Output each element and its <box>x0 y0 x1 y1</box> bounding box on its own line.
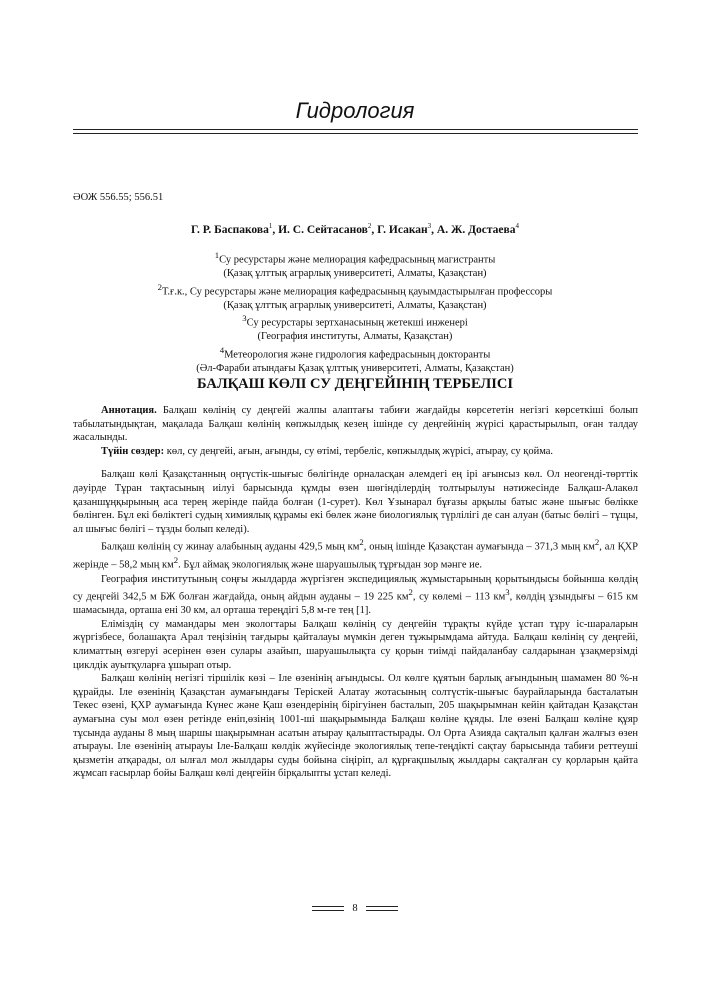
footer-rule-left <box>312 906 344 911</box>
author-index: 2 <box>367 222 372 230</box>
affiliation-institution: (Әл-Фараби атындағы Қазақ ұлттық университеті, Алматы, Қазақстан) <box>196 363 514 375</box>
author-name: Г. Р. Баспакова <box>191 223 269 236</box>
affiliation-institution: (География институты, Алматы, Қазақстан) <box>257 331 453 343</box>
author-index: 1 <box>268 222 273 230</box>
affiliation-index: 2 <box>157 281 163 292</box>
superscript: 3 <box>505 587 510 598</box>
udc-code: ӘОЖ 556.55; 556.51 <box>73 192 164 203</box>
affiliation-index: 1 <box>214 250 220 260</box>
header-rule <box>73 129 638 130</box>
text-run: Балқаш көлінің су жинау алабының ауданы 429,5 мың км <box>101 541 360 553</box>
text-run: , ал ҚХР жерінде – 58,2 мың км <box>73 541 639 571</box>
text-run: , су көлемі – 113 км <box>412 591 506 603</box>
text-run: , оның ішінде Қазақстан аумағында – 371,3 мың км <box>363 541 595 553</box>
superscript: 2 <box>359 537 364 548</box>
affiliation-role: Т.ғ.к., Су ресурстары және мелиорация кафедрасының қауымдастырылған профессоры <box>162 286 553 298</box>
abstract <box>73 404 638 445</box>
affiliation-index: 4 <box>219 345 225 356</box>
body-paragraph: Балқаш көлінің негізгі тіршілік көзі – Іле өзенінің ағындысы. Ол көлге құятын барлық ағындының шамамен 80 %-н құрайды. Іле өзенінің Қазақстан аумағындағы Теріскей Алатау жотасының солтүстік-шығыс баурайларында басталатын Текес өзені, ҚХР аумағында Күнес және Қаш өзендерінің бірігуінен басталып, 205 шақырымнан кейін қайтадан Қазақстан аумағына суы мол өзен ретінде еніп,өзінің 1001-ші шақырымында Балқаш көліне құяды. Іле өзені Балқаш көліне құяр тұсында ауданы 8 мың шаршы шақырымнан асатын атырау қалыптастырады. Ол Орта Азияда сақталып қалған жалғыз өзен атырауы. Іле өзенінің атырауы Іле-Балқаш көлдік жүйесінде экологиялық тепе-теңдікті сақтау барысында табиғи реттеуші қызметін атқарады, ол ылғал мол жылдары суды бойына сіңіріп, ал құрғақшылық жылдары сақталған су қорларын қайта жұмсап ғасырлар бойы Балқаш көлі деңгейін бірқалыпты ұстап келеді. <box>73 673 638 780</box>
body-paragraph: Балқаш көлі Қазақстанның оңтүстік-шығыс бөлігінде орналасқан әлемдегі ең ірі ағынсыз көл. Ол неогенді-төрттік дәуірде Тұран тақтасының иілуі барысында құмды өзен шөгінділердің толтырылуы нәтижесінде Балқаш-Алакөл қазаншұңқырының аса терең жерінде пайда болған (1-сурет). Көл Ұзынарал бұғазы арқылы батыс және шығыс бөлікке бөлінген. Бұл екі бөліктегі судың химиялық құрамы екі бөлек және биологиялық түрлілігі де сан алуан (батыс бөлігі – тұщы, ал шығыс бөлігі – тұзды болып келеді). <box>73 469 638 535</box>
article-title: БАЛҚАШ КӨЛІ СУ ДЕҢГЕЙІНІҢ ТЕРБЕЛІСІ <box>196 376 513 392</box>
body-paragraph <box>73 536 638 572</box>
abstract-label: Аннотация. <box>101 405 157 416</box>
affiliation-role: Су ресурстары зертханасының жетекші инженері <box>246 317 468 329</box>
affiliation-line <box>0 281 710 299</box>
page-number: 8 <box>352 903 358 914</box>
superscript: 2 <box>173 555 179 566</box>
affiliation-line <box>0 312 710 330</box>
running-header: Гидрология <box>295 98 415 123</box>
authors-line: Г. Р. Баспакова$^1$, И. С. Сейтасанов$^2$, Г. Исакан$^3$, А. Ж. Достаева$^4$ <box>191 222 519 236</box>
page-footer <box>0 903 710 914</box>
author-name: А. Ж. Достаева <box>436 223 516 236</box>
affiliation-role: Метеорология және гидрология кафедрасының докторанты <box>224 349 491 361</box>
affiliations <box>0 249 710 376</box>
body-paragraph: Еліміздің су мамандары мен экологтары Балқаш көлінің су деңгейін тұрақты күйде ұстап тұру іс-шараларын жүргізбесе, болашақта Арал теңізінің тағдыры қайталауы мүмкін деген тұжырымдама айтуда. Балқаш көлінің су деңгейі, климаттың өзгеруі әсерінен өзен сулары азайып, шаруашылықта су қорын тиімді пайдаланбау салдарынан ұзақмерзімді циклдік ауытқуларға ұшырап отыр. <box>73 618 638 671</box>
body-paragraph <box>73 573 638 618</box>
keywords-text: көл, су деңгейі, ағын, ағынды, су өтімі, тербеліс, көпжылдық жүрісі, атырау, су қойма. <box>164 445 554 457</box>
superscript: 2 <box>594 537 600 548</box>
abstract-text: Балқаш көлінің су деңгейі жалпы алаптағы табиғи жағдайды көрсететін негізгі көрсеткіші болып табылатындықтан, мақалада Балқаш көлінің көпжылдық кезең ішінде су деңгейінің жүрісі қарастырылып, оған талдау жасалынды. <box>73 405 638 444</box>
affiliation-institution: (Қазақ ұлттық аграрлық университеті, Алматы, Қазақстан) <box>223 299 487 311</box>
author-index: 4 <box>515 222 519 230</box>
author-index: 3 <box>427 222 432 230</box>
affiliation-index: 3 <box>242 313 247 324</box>
author-name: И. С. Сейтасанов <box>278 223 368 236</box>
text-run: , көлдің ұзындығы – 615 км шамасында, орташа ені 30 км, ал орташа тереңдігі 5,8 м-ге тең [1]. <box>73 591 639 617</box>
keywords-label: Түйін сөздер: <box>101 445 165 457</box>
text-run: География институтының соңғы жылдарда жүргізген экспедициялық жұмыстарының қорытындысы бойынша көлдің су деңгейі 342,5 м БЖ болған жағдайда, оның айдын ауданы – 19 225 км <box>73 573 638 603</box>
article-body <box>73 404 638 781</box>
affiliation-line <box>0 344 710 362</box>
affiliation-institution: (Қазақ ұлттық аграрлық университеті, Алматы, Қазақстан) <box>223 268 487 280</box>
text-run: . Бұл аймақ экологиялық және шаруашылық тұрғыдан зор мәнге ие. <box>178 559 483 571</box>
header-rule-lower <box>73 133 638 134</box>
affiliation-role: Су ресурстары және мелиорация кафедрасының магистранты <box>219 254 496 266</box>
author-name: Г. Исакан <box>377 223 428 236</box>
superscript: 2 <box>408 587 413 598</box>
footer-rule-right <box>366 906 398 911</box>
affiliation-line <box>0 249 710 267</box>
keywords <box>73 445 638 459</box>
